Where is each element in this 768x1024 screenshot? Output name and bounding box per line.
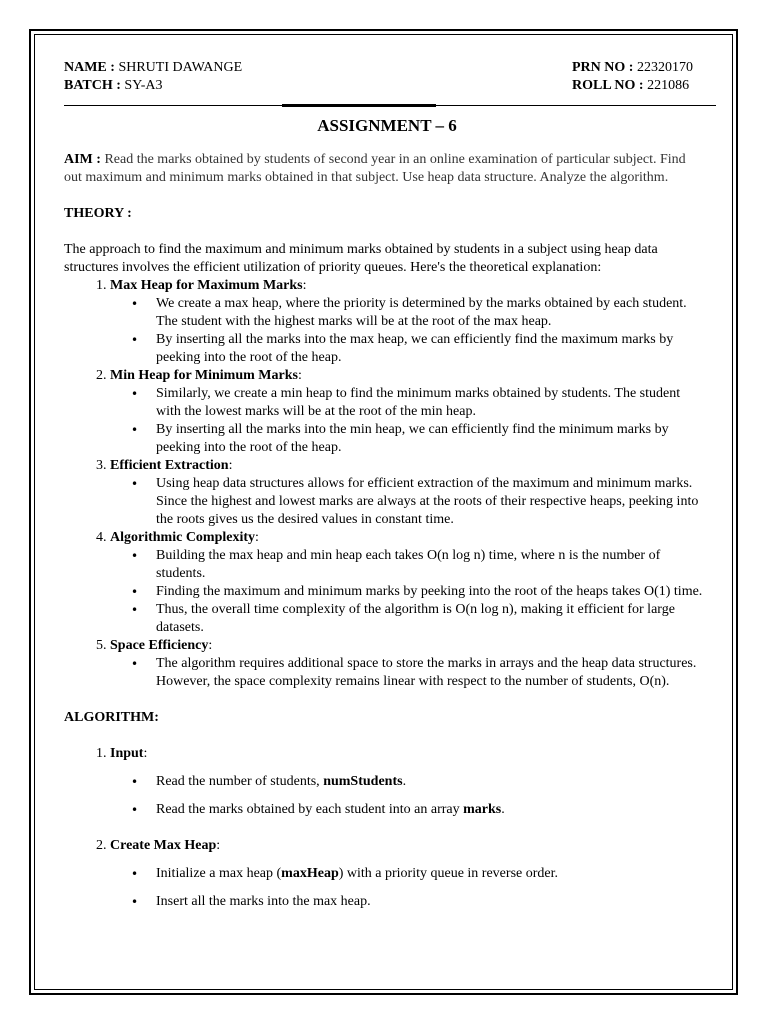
theory-bullet: • Finding the maximum and minimum marks by peeking into the root of the heaps takes O(1) time. (156, 583, 704, 601)
algorithm-step: 2. Create Max Heap: • Initialize a max heap (maxHeap) with a priority queue in reverse order. • Insert all the marks into the max heap. (110, 837, 704, 911)
header-row-1 (64, 59, 704, 77)
theory-list (64, 277, 704, 691)
algorithm-heading: ALGORITHM: (64, 710, 159, 725)
theory-item: 1. Max Heap for Maximum Marks: • We create a max heap, where the priority is determined by the marks obtained by each student. The student with the highest marks will be at the root of the max heap. • By inserting all the marks into the max heap, we can efficiently find the maximum marks by peeking into the root of the heap. (110, 277, 704, 367)
theory-bullet: • The algorithm requires additional space to store the marks in arrays and the heap data structures. However, the space complexity remains linear with respect to the number of students, O(n). (156, 655, 704, 691)
algorithm-bullet: • Insert all the marks into the max heap. (156, 893, 704, 911)
roll-number: ROLL NO : 221086 (572, 78, 690, 93)
student-name: NAME : SHRUTI DAWANGE (64, 60, 243, 75)
prn-number: PRN NO : 22320170 (572, 60, 693, 75)
aim-paragraph: AIM : Read the marks obtained by students of second year in an online examination of particular subject. Find out maximum and minimum marks obtained in that subject. Use heap data structure. Analyze the algorithm. (64, 152, 686, 185)
algorithm-section (64, 745, 704, 911)
theory-item: 5. Space Efficiency: • The algorithm requires additional space to store the marks in arrays and the heap data structures. However, the space complexity remains linear with respect to the number of students, O(n). (110, 637, 704, 691)
theory-bullet: • By inserting all the marks into the min heap, we can efficiently find the minimum marks by peeking into the root of the heap. (156, 421, 704, 457)
theory-bullet: • Building the max heap and min heap each takes O(n log n) time, where n is the number of students. (156, 547, 704, 583)
algorithm-bullet: • Read the marks obtained by each student into an array marks. (156, 801, 704, 819)
theory-intro: The approach to find the maximum and minimum marks obtained by students in a subject using heap data structures involves the efficient utilization of priority queues. Here's the theoretical explanation: (64, 242, 658, 275)
theory-heading: THEORY : (64, 206, 132, 221)
theory-bullet: • We create a max heap, where the priority is determined by the marks obtained by each student. The student with the highest marks will be at the root of the max heap. (156, 295, 704, 331)
algorithm-step: 1. Input: • Read the number of students, numStudents. • Read the marks obtained by each student into an array marks. (110, 745, 704, 819)
document-content (64, 59, 704, 911)
algorithm-bullet: • Initialize a max heap (maxHeap) with a priority queue in reverse order. (156, 865, 704, 883)
batch: BATCH : SY-A3 (64, 78, 163, 93)
theory-item: 4. Algorithmic Complexity: • Building the max heap and min heap each takes O(n log n) time, where n is the number of students. • Finding the maximum and minimum marks by peeking into the root of the heaps takes O(1) time. • Thus, the overall time complexity of the algorithm is O(n log n), making it efficient for large datasets. (110, 529, 704, 637)
algorithm-bullet: • Read the number of students, numStudents. (156, 773, 704, 791)
assignment-title: ASSIGNMENT – 6 (317, 116, 457, 135)
theory-item: 2. Min Heap for Minimum Marks: • Similarly, we create a min heap to find the minimum marks obtained by students. The student with the lowest marks will be at the root of the min heap. • By inserting all the marks into the min heap, we can efficiently find the minimum marks by peeking into the root of the heap. (110, 367, 704, 457)
theory-bullet: • Thus, the overall time complexity of the algorithm is O(n log n), making it efficient for large datasets. (156, 601, 704, 637)
theory-bullet: • Using heap data structures allows for efficient extraction of the maximum and minimum marks. Since the highest and lowest marks are always at the roots of their respective heaps, peeking into the roots gives us the desired values in constant time. (156, 475, 704, 529)
theory-bullet: • Similarly, we create a min heap to find the minimum marks obtained by students. The student with the lowest marks will be at the root of the min heap. (156, 385, 704, 421)
theory-bullet: • By inserting all the marks into the max heap, we can efficiently find the maximum marks by peeking into the root of the heap. (156, 331, 704, 367)
algorithm-steps (64, 745, 704, 911)
header-row-2 (64, 77, 704, 95)
theory-item: 3. Efficient Extraction: • Using heap data structures allows for efficient extraction of the maximum and minimum marks. Since the highest and lowest marks are always at the roots of their respective heaps, peeking into the roots gives us the desired values in constant time. (110, 457, 704, 529)
